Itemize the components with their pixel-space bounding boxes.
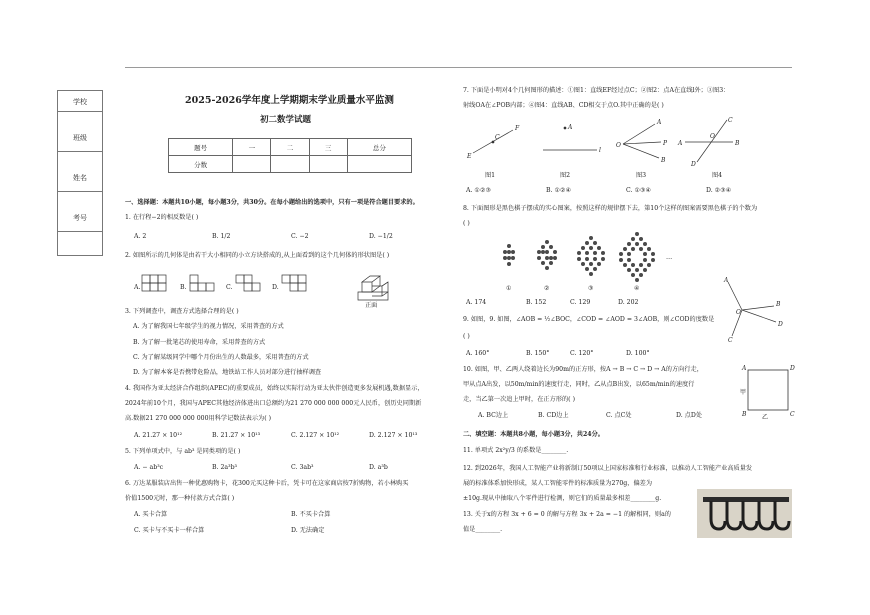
fig4-label-c: C <box>728 117 733 124</box>
q8-option-d: D. 202 <box>618 299 639 306</box>
exam-title: 2025-2026学年度上学期期末学业质量水平监测 <box>185 95 394 106</box>
q9-figure <box>722 278 786 344</box>
q4-option-a: A. 21.27 × 10¹² <box>134 432 183 439</box>
q12-line3: ±10g.现从中抽取八个零件进行检测，则它们的质量最多相差________g. <box>463 495 662 502</box>
q8-patterns <box>495 232 675 284</box>
q9-label-d: D <box>778 321 783 328</box>
q5-option-c: C. 3ab³ <box>291 464 314 471</box>
score-row-label: 分数 <box>169 156 233 173</box>
fig2-label-a: A <box>568 124 573 131</box>
q10-stem-line2: 甲从点A出发，以50m/min的速度行走，同时，乙从点B出发，以65m/min的速度行 <box>463 381 695 388</box>
q6-option-c: C. 买卡与不买卡一样合算 <box>134 527 205 534</box>
score-head-2: 二 <box>271 139 309 156</box>
q7-fig2-caption: 图2 <box>560 172 571 179</box>
fig4-label-d: D <box>691 161 696 168</box>
q8-stem-line2: ( ) <box>463 220 470 227</box>
class-label: 班级 <box>73 134 87 142</box>
q8-ellipsis: … <box>666 254 673 261</box>
q9-stem-line1: 9. 如图，9. 如图，∠AOB = ½∠BOC，∠COD = ∠AOD = 3∠AOB，则∠COD的度数是 <box>463 316 715 323</box>
id-label: 考号 <box>73 214 87 222</box>
q10-label-b: B <box>742 411 747 418</box>
q1-option-d: D. −1/2 <box>369 233 393 240</box>
q7-option-a: A. ①②③ <box>466 187 492 194</box>
fig3-label-a: A <box>657 119 662 126</box>
q10-option-d: D. 点D处 <box>676 412 703 419</box>
score-cell[interactable] <box>309 156 347 173</box>
q7-option-b: B. ①②④ <box>546 187 572 194</box>
q3-option-b: B. 为了解一批笔芯的使用寿命，采用普查的方式 <box>133 339 266 346</box>
q9-option-b: B. 150° <box>526 350 550 357</box>
q8-option-c: C. 129 <box>570 299 591 306</box>
q10-square <box>740 364 800 426</box>
q2-option-c: C. <box>226 284 233 291</box>
score-cell[interactable] <box>271 156 309 173</box>
q3-option-c: C. 为了解某级同学中哪个月份出生的人数最多，采用普查的方式 <box>133 354 309 361</box>
score-head-1: 一 <box>233 139 271 156</box>
score-cell[interactable] <box>233 156 271 173</box>
section1-heading: 一、选择题：本题共10小题，每小题3分，共30分。在每小题给出的选项中，只有一项是符合题目要求的。 <box>125 199 419 206</box>
q1-option-c: C. −2 <box>291 233 309 240</box>
q9-option-c: C. 120° <box>570 350 594 357</box>
q6-option-d: D. 无法确定 <box>291 527 325 534</box>
fig3-label-p: P <box>663 140 668 147</box>
q5-stem: 5. 下列单项式中，与 ab³ 是同类项的是( ) <box>125 448 241 455</box>
q7-option-c: C. ①③④ <box>626 187 652 194</box>
q10-label-yi: 乙 <box>762 414 769 421</box>
score-head-3: 三 <box>309 139 347 156</box>
fig4-label-o: O <box>710 133 715 140</box>
q3-option-d: D. 为了解本客是否携带危险品，地铁站工作人员对部分进行抽样调查 <box>133 369 322 376</box>
q7-fig1-caption: 图1 <box>485 172 496 179</box>
fig4-label-b: B <box>735 140 740 147</box>
name-label: 姓名 <box>73 174 87 182</box>
q10-label-jia: 甲 <box>740 389 747 396</box>
q8-label-3: ③ <box>588 285 594 292</box>
fig4-label-a: A <box>678 140 683 147</box>
q8-label-1: ① <box>506 285 512 292</box>
q5-option-b: B. 2a³b³ <box>212 464 238 471</box>
q3-option-a: A. 为了解我国七年级学生的视力情况，采用普查的方式 <box>133 323 284 330</box>
q2-option-d: D. <box>272 284 279 291</box>
q6-stem-line1: 6. 万达某服装店出售一种优惠购物卡，花300元买这种卡后，凭卡可在这家商店按7折购物，若小林购买 <box>125 480 409 487</box>
score-head-4: 总分 <box>347 139 411 156</box>
q4-stem-line1: 4. 我国作为亚太经济合作组织(APEC)的重要成员，始终以实际行动为亚太伙伴创造更多发展机遇,数据显示， <box>125 385 424 392</box>
q6-option-b: B. 不买卡合算 <box>291 511 331 518</box>
q13-line2: 值是________. <box>463 526 503 533</box>
q2-stem: 2. 如图所示的几何体是由若干大小相同的小立方块搭成的,从上面看到的这个几何体的形状图是( ) <box>125 252 390 259</box>
q8-label-2: ② <box>544 285 550 292</box>
q4-option-c: C. 2.127 × 10¹² <box>291 432 340 439</box>
q10-label-c: C <box>790 411 795 418</box>
q9-label-c: C <box>728 337 733 344</box>
q10-option-a: A. BC边上 <box>478 412 509 419</box>
q7-figures <box>465 118 795 178</box>
score-cell[interactable] <box>347 156 411 173</box>
q8-option-b: B. 152 <box>526 299 547 306</box>
q4-option-d: D. 2.127 × 10¹³ <box>369 432 418 439</box>
q1-option-b: B. 1/2 <box>212 233 231 240</box>
q10-stem-line3: 走，当乙第一次追上甲时，在正方形的( ) <box>463 396 575 403</box>
q9-label-o: O <box>736 309 741 316</box>
q9-stem-line2: ( ) <box>463 333 470 340</box>
q7-stem-line1: 7. 下面是小明对4个几何图形的描述：①图1：直线EF经过点C；②图2：点A在直线l外；③图3： <box>463 87 730 94</box>
q10-stem-line1: 10. 如图，甲、乙两人绕着边长为90m的正方形，按A → B → C → D → A的方向行走， <box>463 366 703 373</box>
q7-fig4-caption: 图4 <box>712 172 723 179</box>
q4-option-b: B. 21.27 × 10¹³ <box>212 432 261 439</box>
q12-line2: 展的标准体系加快形成，某人工智能零件的标准质量为270g，偏差为 <box>463 480 653 487</box>
q5-option-a: A. − ab³c <box>134 464 164 471</box>
q2-solid-label: 正面 <box>365 302 378 309</box>
q9-label-b: B <box>776 301 781 308</box>
section2-heading: 二、填空题：本题共8小题，每小题3分，共24分。 <box>463 431 604 438</box>
q7-fig3-caption: 图3 <box>636 172 647 179</box>
fig3-label-b: B <box>661 157 666 164</box>
fig1-label-f: F <box>515 125 520 132</box>
student-info-box <box>57 90 103 256</box>
q4-stem-line3: 高.数据21 270 000 000 000用科学记数法表示为( ) <box>125 415 271 422</box>
q10-label-a: A <box>742 365 747 372</box>
header-rule <box>125 67 792 68</box>
score-table <box>168 138 412 173</box>
school-label: 学校 <box>73 98 87 106</box>
q8-option-a: A. 174 <box>466 299 487 306</box>
q5-option-d: D. a³b <box>369 464 388 471</box>
q9-option-a: A. 160° <box>466 350 490 357</box>
q10-option-b: B. CD边上 <box>538 412 569 419</box>
q4-stem-line2: 2024年前10个月，我国与APEC其他经济体进出口总额约为21 270 000 000 000元人民币，创历史同期新 <box>125 400 422 407</box>
q2-option-b: B. <box>180 284 187 291</box>
q10-label-d: D <box>790 365 795 372</box>
fig3-label-o: O <box>616 142 621 149</box>
q8-label-4: ④ <box>634 285 640 292</box>
q6-stem-line2: 价值1500元时，那一种付款方式合算( ) <box>125 495 235 502</box>
q3-stem: 3. 下列调查中，调查方式选择合理的是( ) <box>125 308 239 315</box>
q1-option-a: A. 2 <box>134 233 147 240</box>
q9-label-a: A <box>724 277 729 284</box>
fig1-label-c: C <box>495 134 500 141</box>
q7-stem-line2: 射线OA在∠POB内部；④图4：直线AB、CD相交于点O.其中正确的是( ) <box>463 102 664 109</box>
q6-option-a: A. 买卡合算 <box>134 511 168 518</box>
q9-option-d: D. 100° <box>626 350 650 357</box>
score-head-0: 题号 <box>169 139 233 156</box>
q8-stem-line1: 8. 下面图形是黑色棋子摆成的实心图案，按照这样的规律摆下去，第10个这样的图案需要黑色棋子的个数为 <box>463 205 758 212</box>
q13-line1: 13. 关于x的方程 3x + 6 = 0 的解与方程 3x + 2a = −1 的解相同，则a的 <box>463 511 671 518</box>
q1-stem: 1. 在行程−2的相反数是( ) <box>125 214 199 221</box>
q12-line1: 12. 到2026年，我国人工智能产业将新制订50项以上国家标准和行业标准，以推动人工智能产业高质量发 <box>463 465 753 472</box>
hooks-image <box>697 489 792 538</box>
q2-option-a: A. <box>134 284 141 291</box>
q11-text: 11. 单项式 2x²y/3 的系数是________. <box>463 447 569 454</box>
fig1-label-e: E <box>467 153 472 160</box>
exam-subtitle: 初二数学试题 <box>260 115 312 125</box>
q10-option-c: C. 点C处 <box>606 412 632 419</box>
q7-option-d: D. ②③④ <box>706 187 732 194</box>
q2-figures <box>140 270 480 310</box>
fig2-label-l: l <box>599 147 601 154</box>
